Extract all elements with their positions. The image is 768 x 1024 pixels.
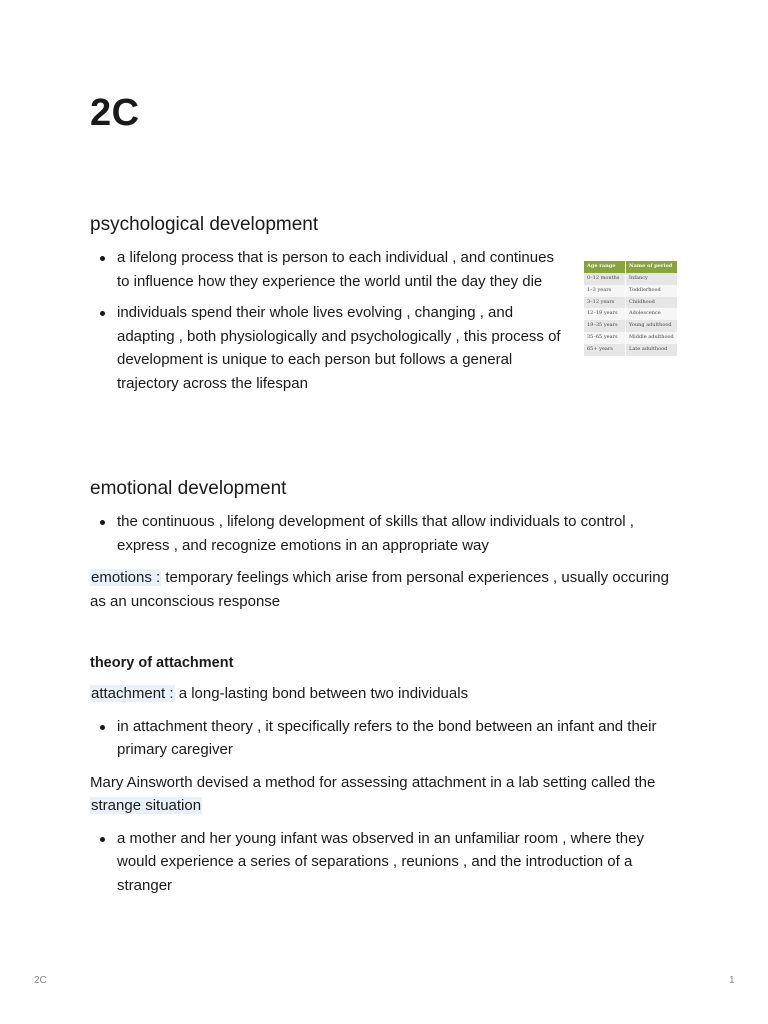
table-cell: Childhood [626, 297, 678, 309]
table-header: Name of period [626, 261, 678, 273]
ainsworth-paragraph [90, 771, 680, 818]
attachment-term: attachment : [91, 685, 174, 702]
attachment-definition [90, 682, 680, 706]
section-emotional-development [90, 477, 680, 613]
table-row [584, 297, 677, 309]
table-row [584, 273, 677, 285]
strange-situation-term: strange situation [91, 797, 202, 814]
bullet-list [90, 827, 680, 898]
table-cell: 19–35 years [584, 320, 626, 332]
list-item: in attachment theory , it specifically refers to the bond between an infant and their primary caregiver [117, 715, 680, 762]
attachment-text: a long-lasting bond between two individuals [174, 685, 469, 702]
subsection-heading: theory of attachment [90, 655, 234, 671]
list-item: a lifelong process that is person to each individual , and continues to influence how they experience the world until the day they die [117, 246, 562, 293]
ainsworth-text: Mary Ainsworth devised a method for assessing attachment in a lab setting called the [90, 773, 656, 791]
table-header: Age range [584, 261, 626, 273]
table-cell: 35–65 years [584, 332, 626, 344]
table-cell: Middle adulthood [626, 332, 678, 344]
table-cell: 3–12 years [584, 297, 626, 309]
table-cell: Adolescence [626, 308, 678, 320]
table-row [584, 308, 677, 320]
emotions-text: temporary feelings which arise from personal experiences , usually occuring as an unconscious response [90, 569, 669, 610]
emotions-term: emotions : [91, 569, 161, 586]
section-heading: psychological development [90, 214, 319, 235]
table-cell: 12–19 years [584, 308, 626, 320]
footer-document-title: 2C [34, 975, 47, 986]
table-cell: 0–12 months [584, 273, 626, 285]
table-cell: Late adulthood [626, 344, 678, 356]
age-range-table-image [584, 261, 677, 356]
section-theory-of-attachment [90, 653, 680, 897]
table-row [584, 344, 677, 356]
list-item: a mother and her young infant was observed in an unfamiliar room , where they would experience a series of separations , reunions , and the introduction of a stranger [117, 827, 680, 898]
page-title: 2C [90, 92, 140, 134]
table-row [584, 320, 677, 332]
table-cell: Young adulthood [626, 320, 678, 332]
table-cell: 65+ years [584, 344, 626, 356]
list-item: the continuous , lifelong development of skills that allow individuals to control , express , and recognize emotions in an appropriate way [117, 510, 680, 557]
emotions-definition [90, 566, 680, 613]
table-cell: Toddlerhood [626, 285, 678, 297]
table-cell: 1–3 years [584, 285, 626, 297]
bullet-list [90, 246, 562, 395]
table-row [584, 285, 677, 297]
bullet-list [90, 715, 680, 762]
table-row [584, 332, 677, 344]
bullet-list [90, 510, 680, 557]
table-cell: Infancy [626, 273, 678, 285]
section-heading: emotional development [90, 478, 287, 499]
list-item: individuals spend their whole lives evolving , changing , and adapting , both physiologically and psychologically , this process of development is unique to each person but follows a general trajectory across the lifespan [117, 301, 562, 395]
footer-page-number: 1 [729, 975, 735, 986]
